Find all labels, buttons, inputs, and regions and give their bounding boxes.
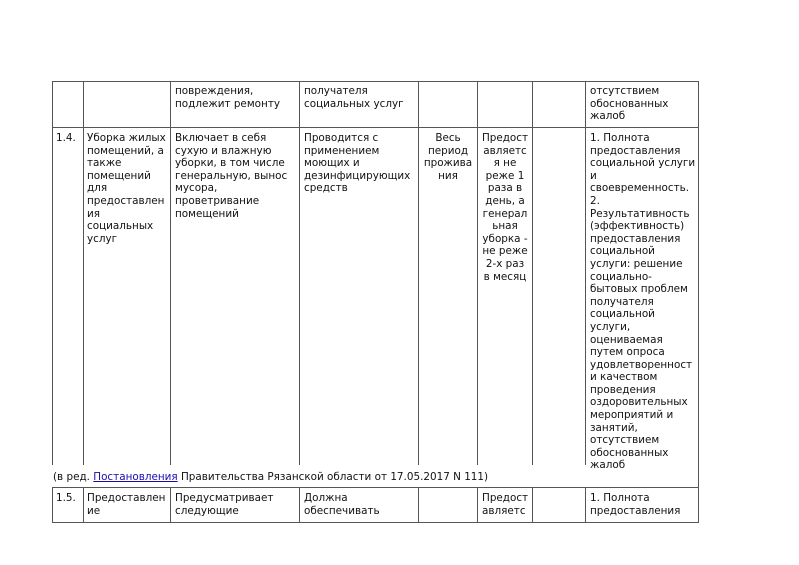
service-name: Уборка жилых помещений, а также помещений для предоставлен ия социальных услуг [87, 132, 166, 245]
column-border [585, 81, 586, 465]
column-border [532, 487, 533, 523]
cell-quality-tail: отсутствием обоснованных жалоб [590, 85, 669, 123]
column-border [532, 81, 533, 465]
column-border [83, 487, 84, 523]
row-number: 1.5. [56, 492, 76, 504]
row-divider [52, 127, 699, 128]
amendment-note [53, 470, 703, 484]
column-border [585, 487, 586, 523]
service-description: Включает в себя сухую и влажную уборки, в том числе генеральную, вынос мусора, проветривание помещений [175, 132, 288, 220]
service-name: Предоставлен ие [87, 492, 166, 517]
service-quality: 1. Полнота предоставления социальной услуги и своевременность. 2. Результативность (эффективность) предоставления социальной услуги: решение социально- бытовых проблем получателя социальной услуги, оцениваемая путем опроса удовлетворенност и качеством проведения оздоровительных мероприятий и занятий, отсутствием обоснованных жалоб [590, 132, 696, 472]
cell-damage-text: повреждения, подлежит ремонту [175, 85, 281, 110]
service-frequency: Предост авляетс я не реже 1 раза в день, а генерал ьная уборка - не реже 2-х раз в месяц [481, 132, 529, 283]
resolution-link[interactable]: Постановления [93, 471, 178, 483]
column-border [418, 487, 419, 523]
table-bottom-border [52, 522, 699, 523]
note-prefix: (в ред. [53, 471, 94, 483]
column-border [170, 487, 171, 523]
column-border [299, 81, 300, 465]
service-quality: 1. Полнота предоставления [590, 492, 681, 517]
service-method: Проводится с применением моющих и дезинфицирующих средств [304, 132, 411, 195]
service-method: Должна обеспечивать [304, 492, 380, 517]
service-period: Весь период прожива ния [423, 132, 473, 182]
column-border [52, 81, 53, 465]
row-number: 1.4. [56, 132, 76, 144]
service-frequency: Предост авляетс [482, 492, 529, 517]
column-border [83, 81, 84, 465]
table-top-border [52, 81, 699, 82]
column-border [52, 487, 53, 523]
column-border [698, 487, 699, 523]
row-divider [52, 487, 699, 488]
column-border [299, 487, 300, 523]
service-description: Предусматривает следующие [175, 492, 274, 517]
cell-recipient-text: получателя социальных услуг [304, 85, 404, 110]
column-border [477, 487, 478, 523]
column-border [698, 81, 699, 487]
column-border [170, 81, 171, 465]
note-suffix: Правительства Рязанской области от 17.05.2017 N 111) [177, 471, 489, 483]
